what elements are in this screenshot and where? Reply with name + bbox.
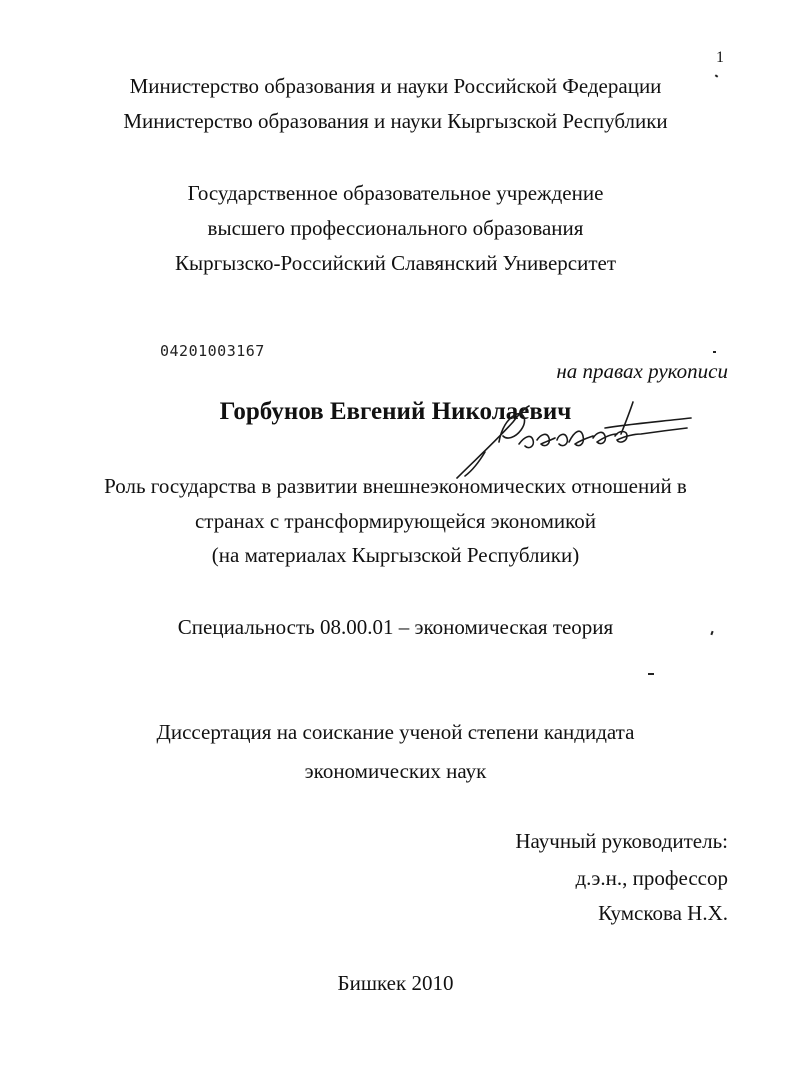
- place-and-year: Бишкек 2010: [337, 971, 454, 995]
- ministry-russia: Министерство образования и науки Российской Федерации: [129, 74, 662, 98]
- degree-field: экономических наук: [304, 759, 487, 783]
- dissertation-topic-line: (на материалах Кыргызской Республики): [211, 543, 580, 567]
- degree-statement: Диссертация на соискание ученой степени кандидата: [156, 720, 635, 744]
- university-name: Кыргызско-Российский Славянский Университет: [174, 251, 617, 275]
- institution-type: Государственное образовательное учреждение: [187, 181, 604, 205]
- author-name: Горбунов Евгений Николаевич: [219, 398, 572, 425]
- supervisor-degree: д.э.н., профессор: [575, 866, 728, 890]
- specialty: Специальность 08.00.01 – экономическая теория: [177, 615, 614, 639]
- scan-speck: [648, 673, 654, 675]
- institution-level: высшего профессионального образования: [207, 216, 584, 240]
- supervisor-label: Научный руководитель:: [515, 829, 728, 853]
- page-number: 1: [716, 49, 724, 66]
- scan-speck: [713, 351, 716, 353]
- dissertation-topic-line: странах с трансформирующейся экономикой: [194, 509, 597, 533]
- document-code: 04201003167: [160, 342, 265, 360]
- dissertation-topic-line: Роль государства в развитии внешнеэкономических отношений в: [104, 474, 687, 498]
- ministry-kyrgyzstan: Министерство образования и науки Кыргызской Республики: [123, 109, 668, 133]
- supervisor-name: Кумскова Н.Х.: [598, 901, 728, 925]
- manuscript-rights: на правах рукописи: [556, 359, 728, 383]
- author-signature: [455, 400, 695, 480]
